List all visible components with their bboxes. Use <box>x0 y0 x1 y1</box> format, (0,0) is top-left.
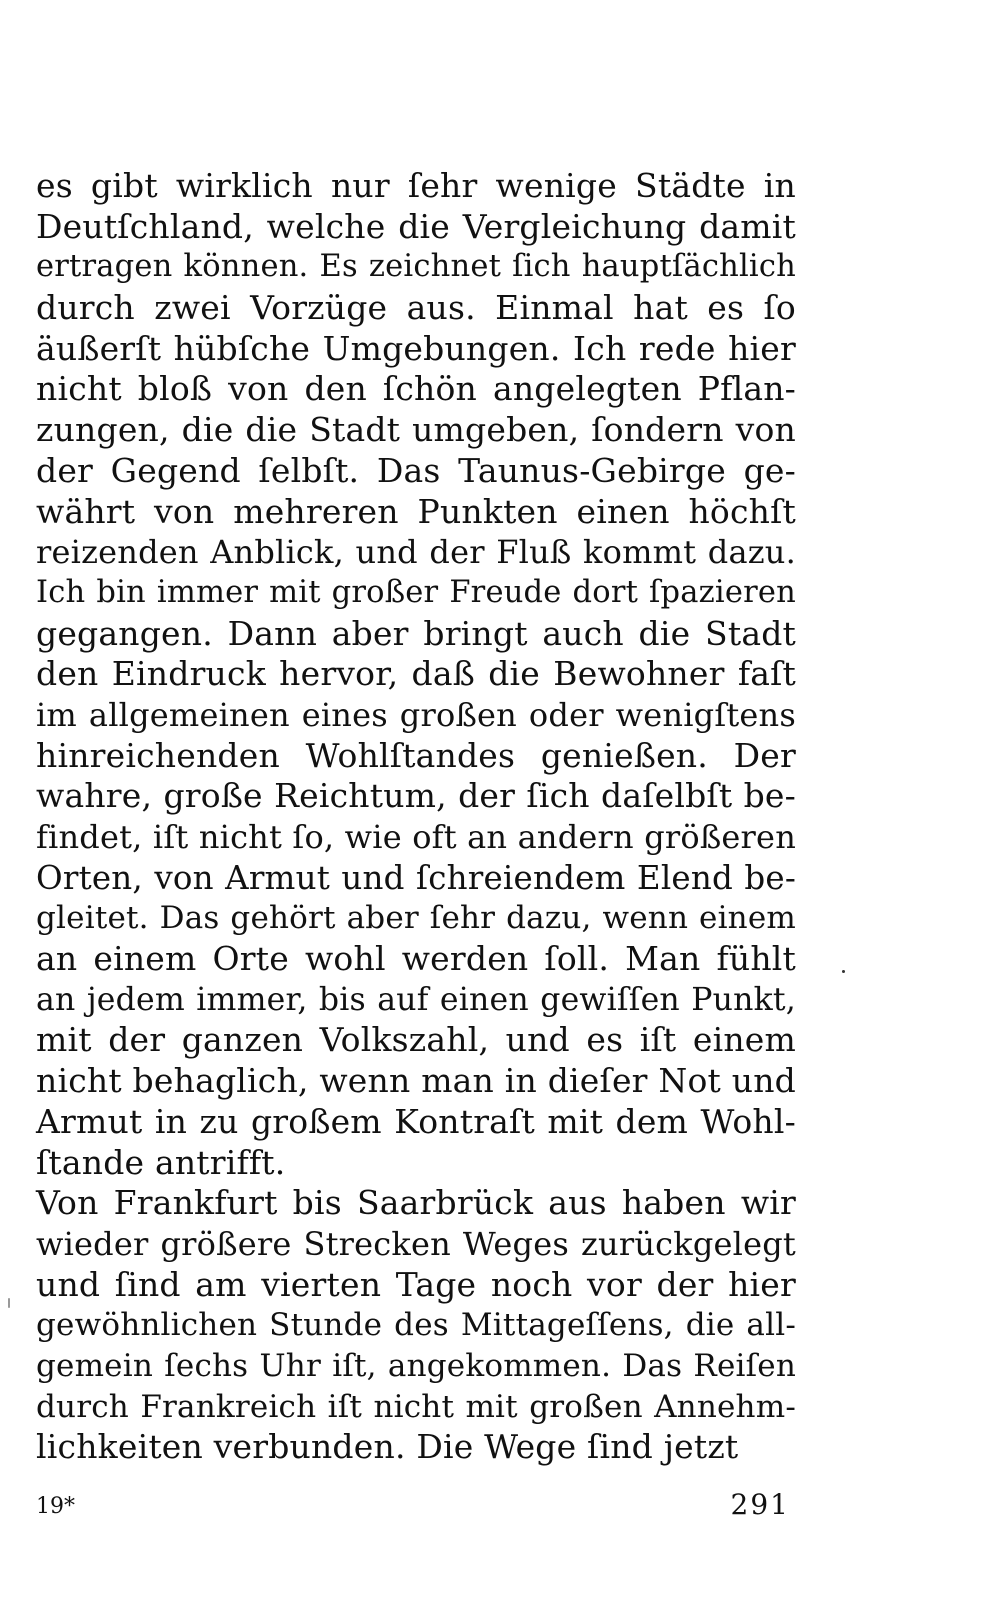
text-line: findet, iſt nicht ſo, wie oft an andern größeren <box>36 818 797 856</box>
text-line: wahre, große Reichtum, der ſich daſelbſt be- <box>36 776 796 816</box>
text-line: es gibt wirklich nur ſehr wenige Städte in <box>36 166 796 205</box>
page-footer <box>36 1488 796 1528</box>
page-number: 291 <box>730 1488 790 1521</box>
paragraph <box>36 166 796 1183</box>
text-line: ſtande antrifft. <box>36 1142 286 1182</box>
text-line: durch zwei Vorzüge aus. Einmal hat es ſo <box>36 288 796 328</box>
scan-speck <box>8 1298 10 1308</box>
text-line: gleitet. Das gehört aber ſehr dazu, wenn einem <box>36 900 796 937</box>
text-line: ertragen können. Es zeichnet ſich hauptſächlich <box>36 249 796 285</box>
body-text <box>36 166 796 1468</box>
text-line: Ich bin immer mit großer Freude dort ſpazieren <box>36 574 796 610</box>
text-line: reizenden Anblick, und der Fluß kommt dazu. <box>36 533 796 572</box>
text-line: nicht bloß von den ſchön angelegten Pflan- <box>36 369 796 409</box>
text-line: gemein ſechs Uhr iſt, angekommen. Das Reiſen <box>36 1347 796 1384</box>
paragraph <box>36 1183 796 1468</box>
text-line: durch Frankreich iſt nicht mit großen Annehm- <box>36 1388 796 1425</box>
text-line: mit der ganzen Volkszahl, und es iſt einem <box>36 1020 796 1060</box>
text-line: Deutſchland, welche die Vergleichung damit <box>36 206 796 246</box>
scan-speck <box>842 970 845 973</box>
text-line: an einem Orte wohl werden ſoll. Man fühlt <box>36 939 796 979</box>
text-line: im allgemeinen eines großen oder wenigſtens <box>36 695 796 734</box>
text-line: gegangen. Dann aber bringt auch die Stadt <box>36 613 796 653</box>
text-line: hinreichenden Wohlſtandes genießen. Der <box>36 735 796 775</box>
text-line: zungen, die die Stadt umgeben, ſondern von <box>36 410 796 450</box>
text-line: äußerſt hübſche Umgebungen. Ich rede hier <box>36 328 796 368</box>
text-line: lichkeiten verbunden. Die Wege ſind jetzt <box>36 1427 739 1467</box>
text-line: währt von mehreren Punkten einen höchſt <box>36 491 796 531</box>
text-line: Von Frankfurt bis Saarbrück aus haben wir <box>36 1183 796 1223</box>
text-line: wieder größere Strecken Weges zurückgelegt <box>36 1224 796 1263</box>
text-line: Armut in zu großem Kontraſt mit dem Wohl- <box>36 1101 796 1141</box>
text-line: an jedem immer, bis auf einen gewiſſen Punkt, <box>36 981 796 1018</box>
text-line: gewöhnlichen Stunde des Mittageſſens, die all- <box>36 1307 796 1344</box>
text-line: den Eindruck hervor, daß die Bewohner faſt <box>36 654 796 694</box>
text-line: Orten, von Armut und ſchreiendem Elend be- <box>36 858 796 897</box>
text-line: und ſind am vierten Tage noch vor der hier <box>36 1264 796 1304</box>
text-line: nicht behaglich, wenn man in dieſer Not und <box>36 1061 796 1101</box>
sheet-signature: 19* <box>36 1494 75 1519</box>
text-line: der Gegend ſelbſt. Das Taunus-Gebirge ge- <box>36 450 796 490</box>
